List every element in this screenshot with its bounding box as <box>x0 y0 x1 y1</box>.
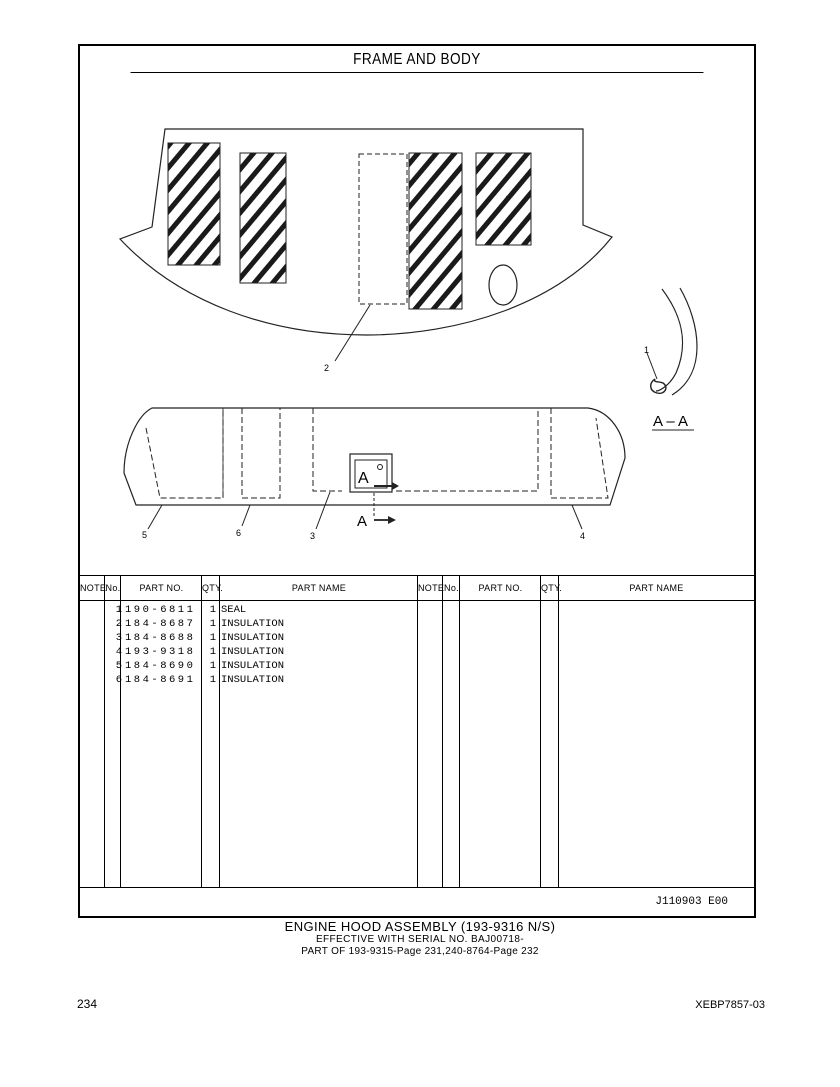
col-note-right <box>418 576 443 888</box>
part-number: 184-8691 <box>125 674 196 686</box>
hood-top-view <box>120 129 612 373</box>
callout-2: 2 <box>324 363 330 373</box>
part-number: 184-8687 <box>125 618 196 630</box>
part-number: 184-8690 <box>125 660 196 672</box>
item-number: 4 <box>115 646 122 658</box>
table-row <box>80 673 418 687</box>
item-number: 6 <box>115 674 122 686</box>
parts-table <box>80 575 754 888</box>
quantity: 1 <box>209 674 216 686</box>
document-id: XEBP7857-03 <box>695 999 765 1011</box>
page-title: FRAME AND BODY <box>131 46 704 73</box>
callout-4: 4 <box>580 531 586 541</box>
col-no-right <box>443 576 460 888</box>
hdr-no-left: No. <box>105 583 121 593</box>
hdr-no-right: No. <box>444 583 459 593</box>
insulation-4-outline <box>551 408 608 498</box>
insulation-panel-center-left <box>240 153 286 283</box>
insulation-panel-left <box>168 143 220 265</box>
assembly-caption: ENGINE HOOD ASSEMBLY (193-9316 N/S) <box>284 919 556 934</box>
part-number: 184-8688 <box>125 632 196 644</box>
table-row <box>80 631 418 645</box>
part-name: INSULATION <box>221 632 285 644</box>
hdr-partno-right: PART NO. <box>478 583 523 593</box>
table-row <box>80 603 418 617</box>
hdr-note-right: NOTE <box>418 583 445 593</box>
quantity: 1 <box>209 604 216 616</box>
effectivity-caption: EFFECTIVE WITH SERIAL NO. BAJ00718- <box>315 934 525 945</box>
callout-3: 3 <box>310 531 316 541</box>
col-qty-right <box>541 576 563 888</box>
figure-reference: J110903 E00 <box>655 896 728 908</box>
section-label: A – A <box>653 413 689 430</box>
quantity: 1 <box>209 632 216 644</box>
callout-6: 6 <box>236 528 242 538</box>
view-letter-arrow: A <box>357 513 368 530</box>
col-partno-right <box>460 576 541 888</box>
table-row <box>80 659 418 673</box>
section-a-a-detail <box>644 288 697 430</box>
hdr-partname-right: PART NAME <box>629 583 684 593</box>
item-number: 5 <box>115 660 122 672</box>
quantity: 1 <box>209 618 216 630</box>
callout-5: 5 <box>142 530 148 540</box>
part-name: INSULATION <box>221 674 285 686</box>
item-number: 3 <box>115 632 122 644</box>
insulation-panel-center-right <box>409 153 462 309</box>
part-name: INSULATION <box>221 646 285 658</box>
hood-diagram <box>80 73 754 576</box>
exploded-illustration <box>80 73 754 576</box>
hdr-partname-left: PART NAME <box>291 583 347 593</box>
parts-page-frame <box>78 44 756 918</box>
hood-side-view <box>124 408 625 541</box>
part-number: 190-6811 <box>125 604 196 616</box>
part-name: SEAL <box>221 604 247 616</box>
part-name: INSULATION <box>221 660 285 672</box>
insulation-panel-2-outline <box>359 154 407 304</box>
insulation-panel-right <box>476 153 531 245</box>
item-number: 1 <box>115 604 122 616</box>
callout-1: 1 <box>644 345 650 355</box>
hdr-partno-left: PART NO. <box>139 583 184 593</box>
part-number: 193-9318 <box>125 646 196 658</box>
quantity: 1 <box>209 646 216 658</box>
quantity: 1 <box>209 660 216 672</box>
table-row <box>80 645 418 659</box>
part-of-caption: PART OF 193-9315-Page 231,240-8764-Page 232 <box>301 946 539 957</box>
part-name: INSULATION <box>221 618 285 630</box>
hdr-note-left: NOTE <box>80 583 107 593</box>
insulation-5-outline <box>146 408 223 498</box>
figure-reference-bar <box>80 887 754 918</box>
item-number: 2 <box>115 618 122 630</box>
hdr-qty-right: QTY. <box>541 583 563 593</box>
table-row <box>80 617 418 631</box>
view-letter-in-box: A <box>358 470 369 487</box>
parts-rows <box>80 603 418 687</box>
hdr-qty-left: QTY. <box>202 583 224 593</box>
page-number: 234 <box>77 997 98 1011</box>
hood-opening <box>489 265 517 305</box>
insulation-6-outline <box>242 408 280 498</box>
